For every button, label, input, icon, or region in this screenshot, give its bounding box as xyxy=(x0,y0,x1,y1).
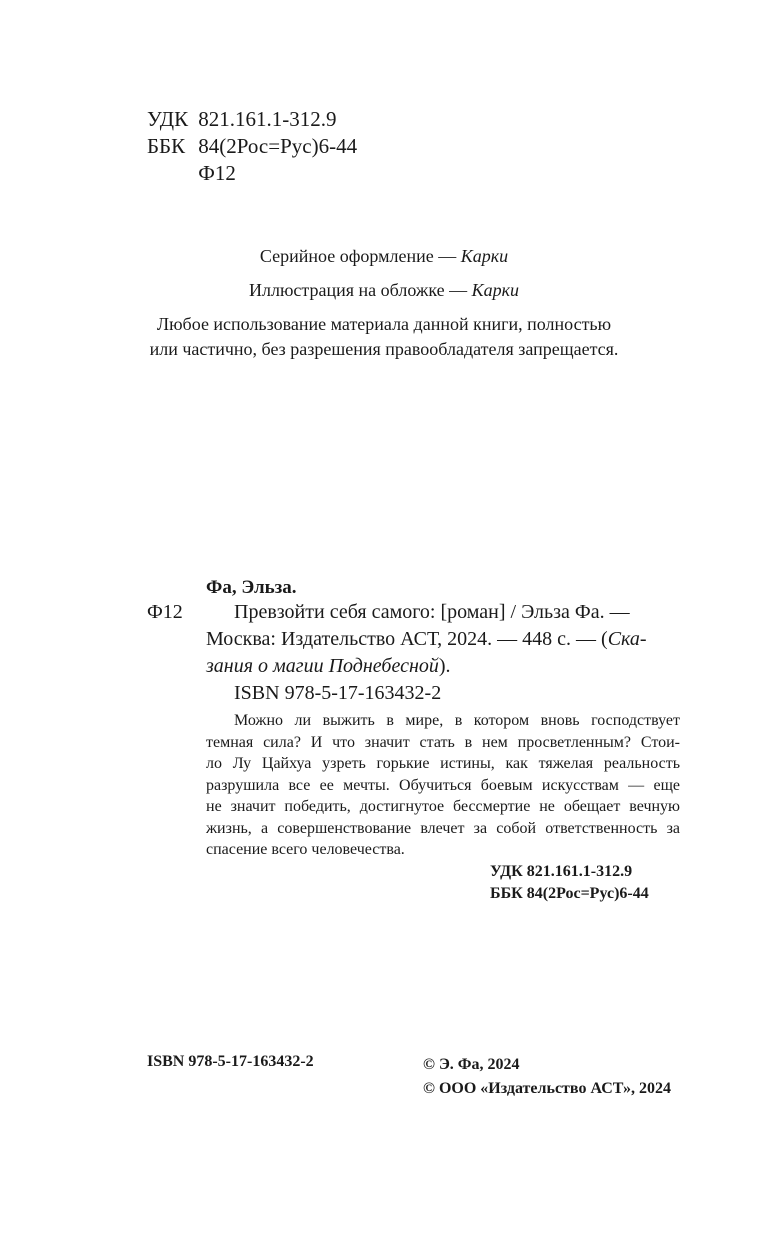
catalog-author: Фа, Эльза. xyxy=(206,577,297,598)
rights-line-2: или частично, без разрешения правообладателя запрещается. xyxy=(149,339,619,359)
series-design-credit xyxy=(0,246,768,267)
cover-illustration-name: Карки xyxy=(471,280,519,300)
catalog-bibliographic-entry xyxy=(206,599,684,680)
annotation-line: темная сила? И что значит стать в нем просветленным? Стои- xyxy=(206,733,680,751)
bbk-label: ББК xyxy=(147,134,186,158)
copyright-author: © Э. Фа, 2024 xyxy=(423,1056,520,1073)
series-design-label: Серийное оформление — xyxy=(259,246,457,266)
annotation-line: спасение всего человечества. xyxy=(206,841,405,858)
udk-label: УДК xyxy=(147,107,189,131)
annotation-line: Можно ли выжить в мире, в котором вновь господствует xyxy=(234,712,680,729)
annotation-line: не значит победить, достигнутое бессмертие не обещает вечную xyxy=(206,798,680,815)
classification-block xyxy=(147,106,357,187)
catalog-codes xyxy=(490,861,649,905)
annotation-line: ло Лу Цайхуа узреть горькие истины, как тяжелая реальность xyxy=(206,755,680,772)
bbk-row xyxy=(147,133,357,160)
cover-illustration-credit xyxy=(0,280,768,301)
catalog-udk: УДК 821.161.1-312.9 xyxy=(490,863,633,880)
catalog-bbk: ББК 84(2Рос=Рус)6-44 xyxy=(490,885,649,902)
bib-line-3-plain: ). xyxy=(438,655,451,677)
catalog-isbn: ISBN 978-5-17-163432-2 xyxy=(234,682,442,704)
series-design-name: Карки xyxy=(460,246,509,266)
catalog-code: Ф12 xyxy=(147,601,183,623)
footer-isbn: ISBN 978-5-17-163432-2 xyxy=(147,1053,314,1070)
udk-value: 821.161.1-312.9 xyxy=(198,107,337,131)
author-mark: Ф12 xyxy=(198,161,236,185)
author-mark-row xyxy=(147,160,357,187)
copyright-publisher: © ООО «Издательство АСТ», 2024 xyxy=(423,1080,672,1097)
bib-line-2 xyxy=(206,626,684,653)
bib-line-2-plain: Москва: Издательство АСТ, 2024. — 448 с. — ( xyxy=(206,628,608,650)
rights-notice xyxy=(0,312,768,362)
bib-line-3-italic: зания о магии Поднебесной xyxy=(206,655,439,677)
udk-row xyxy=(147,106,357,133)
annotation-line: жизнь, а совершенствование влечет за собой ответственность за xyxy=(206,819,680,837)
rights-line-1: Любое использование материала данной книги, полностью xyxy=(156,314,612,334)
bib-line-2-italic: Ска- xyxy=(607,628,647,650)
catalog-annotation xyxy=(206,710,680,861)
bib-line-1: Превзойти себя самого: [роман] / Эльза Фа. — xyxy=(234,601,630,623)
cover-illustration-label: Иллюстрация на обложке — xyxy=(249,280,468,300)
bib-line-3 xyxy=(206,653,684,680)
annotation-line: разрушила все ее мечты. Обучиться боевым искусствам — еще xyxy=(206,776,680,794)
copyright-block xyxy=(423,1053,671,1101)
bbk-value: 84(2Рос=Рус)6-44 xyxy=(198,134,358,158)
